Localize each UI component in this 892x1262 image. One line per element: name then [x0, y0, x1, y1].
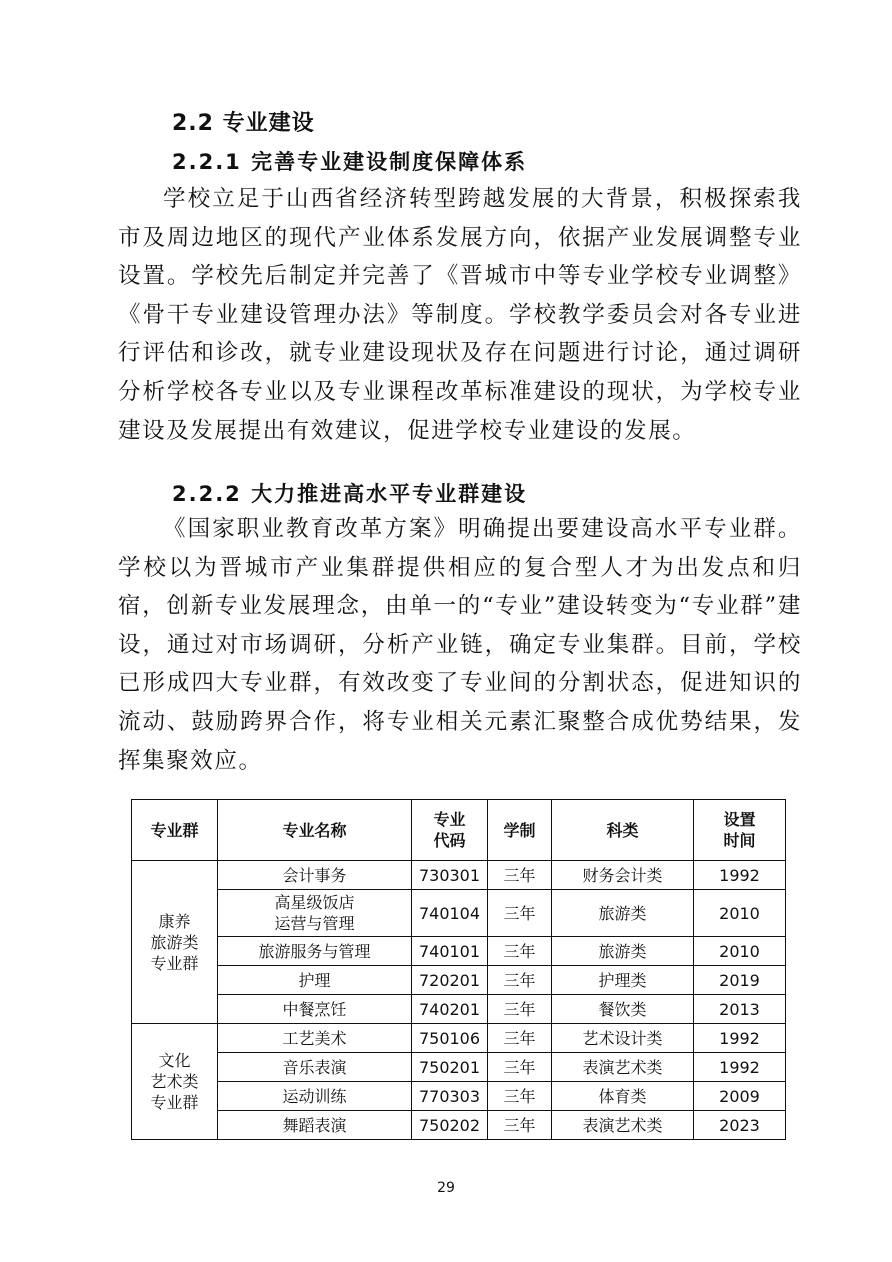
table-row — [132, 1111, 786, 1140]
cell-code: 750202 — [412, 1111, 488, 1140]
table-row — [132, 995, 786, 1024]
table-row — [132, 966, 786, 995]
cell-code: 740101 — [412, 937, 488, 966]
header-cell-duration: 学制 — [488, 800, 552, 861]
cell-category: 表演艺术类 — [552, 1053, 694, 1082]
cell-duration: 三年 — [488, 995, 552, 1024]
cell-duration: 三年 — [488, 937, 552, 966]
cell-category: 餐饮类 — [552, 995, 694, 1024]
cell-name: 工艺美术 — [218, 1024, 412, 1053]
cell-category: 表演艺术类 — [552, 1111, 694, 1140]
cell-category: 旅游类 — [552, 937, 694, 966]
paragraph-1: 学校立足于山西省经济转型跨越发展的大背景，积极探索我市及周边地区的现代产业体系发展方向，依据产业发展调整专业设置。学校先后制定并完善了《晋城市中等专业学校专业调整》《骨干专业建设管理办法》等制度。学校教学委员会对各专业进行评估和诊改，就专业建设现状及存在问题进行讨论，通过调研分析学校各专业以及专业课程改革标准建设的现状，为学校专业建设及发展提出有效建议，促进学校专业建设的发展。 — [118, 186, 802, 444]
table-header-row — [132, 800, 786, 861]
major-table — [131, 799, 786, 1140]
header-cell-year: 设置 时间 — [694, 800, 786, 861]
cell-code: 740104 — [412, 890, 488, 937]
cell-name: 会计事务 — [218, 861, 412, 890]
cell-duration: 三年 — [488, 1082, 552, 1111]
table-row — [132, 1082, 786, 1111]
cell-duration: 三年 — [488, 890, 552, 937]
cell-code: 730301 — [412, 861, 488, 890]
page-number: 29 — [437, 1180, 455, 1196]
header-cell-code: 专业 代码 — [412, 800, 488, 861]
cell-code: 770303 — [412, 1082, 488, 1111]
subsection-heading-2: 2.2.2 大力推进高水平专业群建设 — [172, 482, 528, 506]
cell-year: 2009 — [694, 1082, 786, 1111]
header-cell-category: 科类 — [552, 800, 694, 861]
cell-name: 音乐表演 — [218, 1053, 412, 1082]
header-cell-group: 专业群 — [132, 800, 218, 861]
cell-duration: 三年 — [488, 861, 552, 890]
cell-category: 体育类 — [552, 1082, 694, 1111]
group-cell: 康养 旅游类 专业群 — [132, 861, 218, 1024]
cell-code: 750106 — [412, 1024, 488, 1053]
cell-code: 750201 — [412, 1053, 488, 1082]
cell-name: 舞蹈表演 — [218, 1111, 412, 1140]
subsection-heading-1: 2.2.1 完善专业建设制度保障体系 — [172, 150, 528, 174]
cell-year: 1992 — [694, 1053, 786, 1082]
cell-code: 720201 — [412, 966, 488, 995]
cell-duration: 三年 — [488, 1024, 552, 1053]
cell-name: 运动训练 — [218, 1082, 412, 1111]
header-cell-name: 专业名称 — [218, 800, 412, 861]
cell-name: 高星级饭店 运营与管理 — [218, 890, 412, 937]
cell-code: 740201 — [412, 995, 488, 1024]
cell-category: 财务会计类 — [552, 861, 694, 890]
table-row — [132, 861, 786, 890]
paragraph-2: 《国家职业教育改革方案》明确提出要建设高水平专业群。学校以为晋城市产业集群提供相应的复合型人才为出发点和归宿，创新专业发展理念，由单一的“专业”建设转变为“专业群”建设，通过对市场调研，分析产业链，确定专业集群。目前，学校已形成四大专业群，有效改变了专业间的分割状态，促进知识的流动、鼓励跨界合作，将专业相关元素汇聚整合成优势结果，发挥集聚效应。 — [118, 516, 802, 774]
table-row — [132, 1053, 786, 1082]
cell-year: 2013 — [694, 995, 786, 1024]
cell-category: 艺术设计类 — [552, 1024, 694, 1053]
cell-name: 旅游服务与管理 — [218, 937, 412, 966]
cell-category: 旅游类 — [552, 890, 694, 937]
table-row — [132, 937, 786, 966]
cell-year: 1992 — [694, 1024, 786, 1053]
cell-year: 2010 — [694, 937, 786, 966]
cell-name: 中餐烹饪 — [218, 995, 412, 1024]
cell-name: 护理 — [218, 966, 412, 995]
cell-duration: 三年 — [488, 1053, 552, 1082]
table-row — [132, 890, 786, 937]
group-cell: 文化 艺术类 专业群 — [132, 1024, 218, 1140]
section-heading: 2.2 专业建设 — [172, 111, 315, 136]
cell-year: 2023 — [694, 1111, 786, 1140]
cell-year: 1992 — [694, 861, 786, 890]
cell-year: 2019 — [694, 966, 786, 995]
table-row — [132, 1024, 786, 1053]
cell-year: 2010 — [694, 890, 786, 937]
cell-category: 护理类 — [552, 966, 694, 995]
cell-duration: 三年 — [488, 966, 552, 995]
cell-duration: 三年 — [488, 1111, 552, 1140]
